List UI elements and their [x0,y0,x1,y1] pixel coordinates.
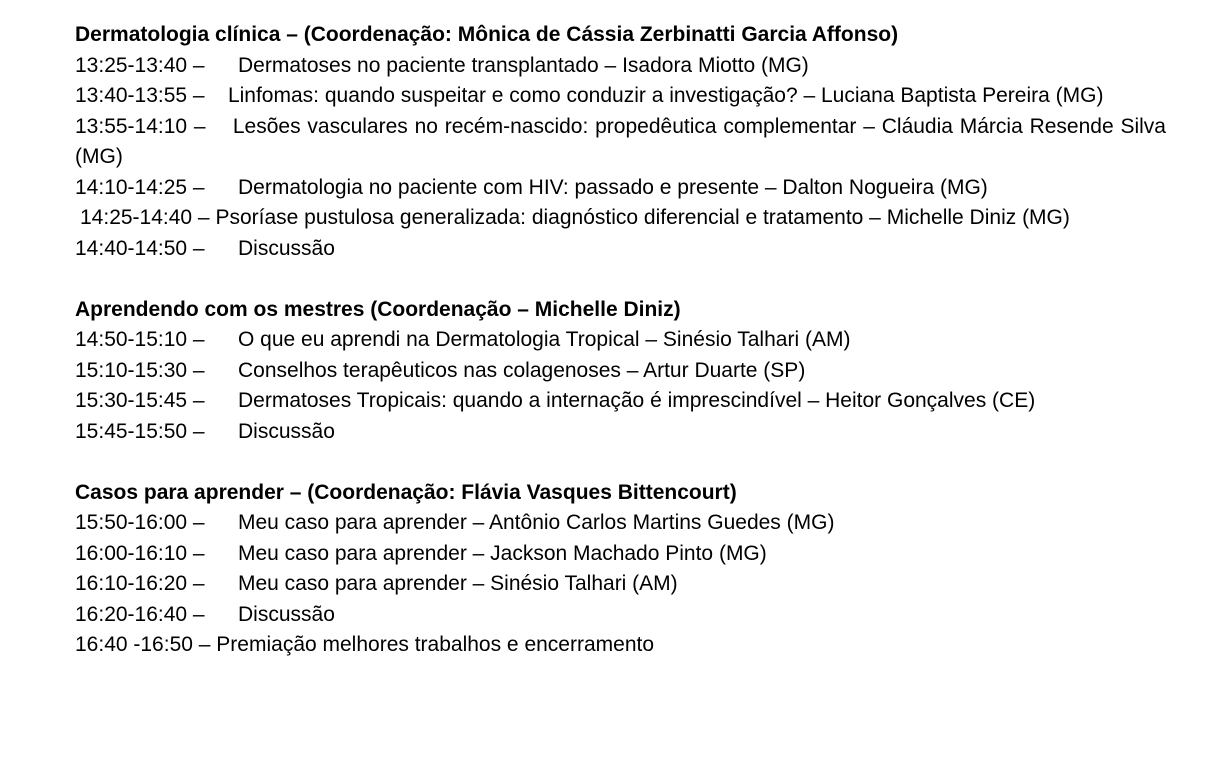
section-spacer [75,264,1166,295]
schedule-item [75,325,1166,356]
item-text: Dermatoses Tropicais: quando a internação é imprescindível – Heitor Gonçalves (CE) [238,389,1036,412]
item-text: Discussão [238,236,335,260]
schedule-item [75,173,1166,204]
item-text: O que eu aprendi na Dermatologia Tropical – Sinésio Talhari (AM) [238,328,851,351]
section-spacer [75,447,1166,478]
item-text: Dermatologia no paciente com HIV: passado e presente – Dalton Nogueira (MG) [238,175,988,199]
schedule-item [75,417,1166,448]
item-text: Conselhos terapêuticos nas colagenoses – Artur Duarte (SP) [238,358,806,382]
section-heading-casos-para-aprender: Casos para aprender – (Coordenação: Flávia Vasques Bittencourt) [75,480,737,504]
schedule-item [75,203,1166,234]
schedule-item [75,356,1166,387]
item-time: 13:55-14:10 – [75,114,206,138]
item-text: Meu caso para aprender – Antônio Carlos Martins Guedes (MG) [238,511,835,534]
item-text: Lesões vasculares no recém-nascido: propedêutica complementar – Cláudia Márcia Resende Silva (MG) [75,114,1166,168]
item-text: Premiação melhores trabalhos e encerramento [216,633,655,656]
schedule-item [75,386,1166,417]
item-text: Linfomas: quando suspeitar e como conduzir a investigação? – Luciana Baptista Pereira (MG) [227,84,1104,107]
item-time: 16:40 -16:50 – [75,633,211,656]
schedule-item [75,569,1166,600]
schedule-item [75,600,1166,631]
item-text: Meu caso para aprender – Jackson Machado Pinto (MG) [238,541,767,565]
item-text: Meu caso para aprender – Sinésio Talhari (AM) [238,572,678,595]
item-text: Discussão [238,602,335,626]
section-heading-aprendendo-com-os-mestres: Aprendendo com os mestres (Coordenação – Michelle Diniz) [75,297,681,321]
item-time: 16:20-16:40 – [75,602,205,626]
schedule-item [75,51,1166,82]
item-time: 14:50-15:10 – [75,328,205,351]
item-text: Dermatoses no paciente transplantado – Isadora Miotto (MG) [238,53,809,77]
schedule-item [75,508,1166,539]
section-heading-dermatologia-clinica: Dermatologia clínica – (Coordenação: Mônica de Cássia Zerbinatti Garcia Affonso) [75,23,899,46]
item-text: Discussão [238,419,335,443]
document-page [75,20,1166,661]
schedule-item [75,81,1166,112]
item-time: 13:40-13:55 – [75,84,205,107]
item-time: 16:00-16:10 – [75,541,205,565]
schedule-item [75,539,1166,570]
item-time: 14:25-14:40 – [80,206,210,229]
item-time: 15:45-15:50 – [75,419,205,443]
item-time: 15:30-15:45 – [75,389,205,412]
item-time: 14:40-14:50 – [75,236,205,260]
item-time: 14:10-14:25 – [75,175,205,199]
item-text: Psoríase pustulosa generalizada: diagnóstico diferencial e tratamento – Michelle Diniz (MG) [215,206,1070,229]
schedule-item [75,234,1166,265]
item-time: 15:50-16:00 – [75,511,205,534]
item-time: 16:10-16:20 – [75,572,205,595]
schedule-item [75,112,1166,173]
schedule-item [75,630,1166,661]
item-time: 15:10-15:30 – [75,358,205,382]
item-time: 13:25-13:40 – [75,53,205,77]
